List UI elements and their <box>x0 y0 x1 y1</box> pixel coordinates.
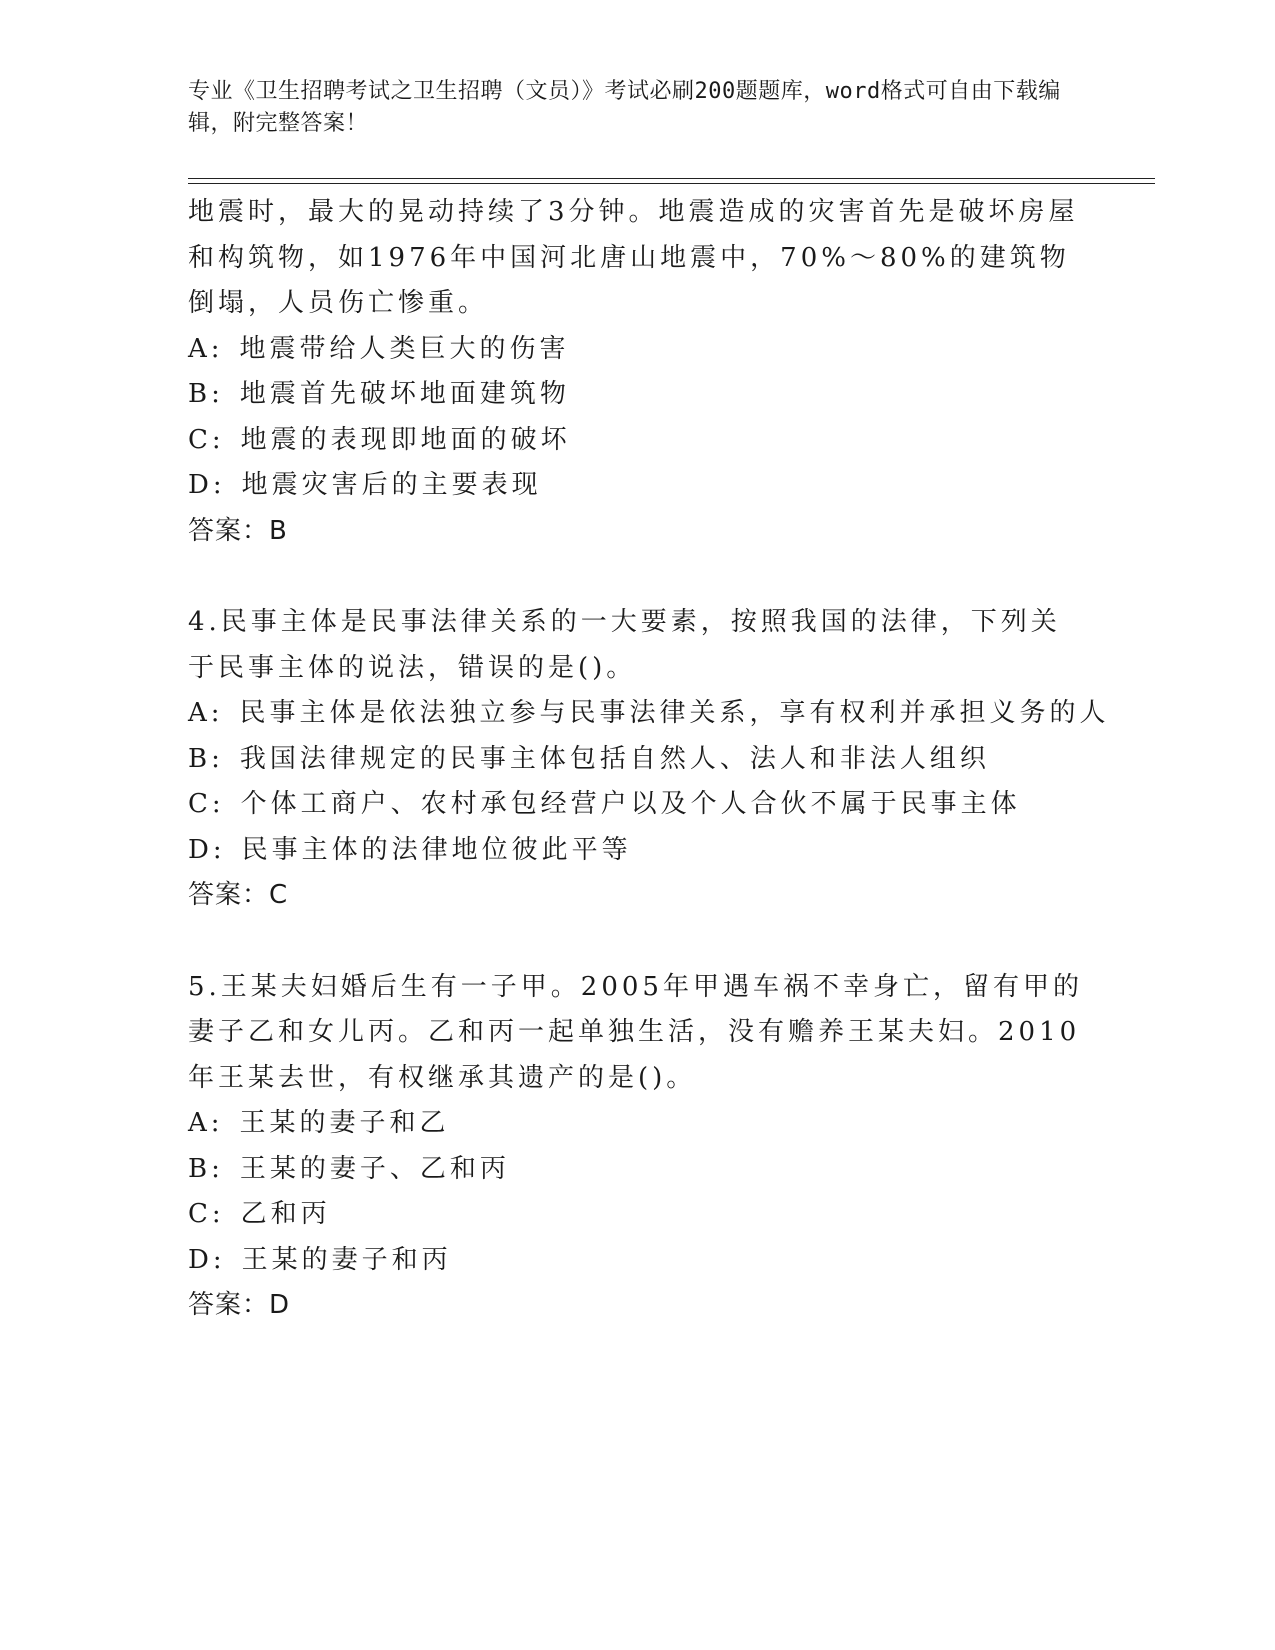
document-header: 专业《卫生招聘考试之卫生招聘（文员）》考试必刷200题题库，word格式可自由下载编辑，附完整答案！ <box>188 79 1061 136</box>
header-rule-top <box>188 178 1155 179</box>
option-b: B: 王某的妻子、乙和丙 <box>188 1153 510 1184</box>
answer: 答案：D <box>188 1290 291 1320</box>
question-block <box>188 190 1088 554</box>
option-a: A: 民事主体是依法独立参与民事法律关系，享有权利并承担义务的人 <box>188 698 1110 728</box>
document-body <box>188 190 1110 1329</box>
header-rule-bottom <box>188 183 1155 184</box>
question-block <box>188 600 1110 919</box>
option-b: B: 地震首先破坏地面建筑物 <box>188 379 570 409</box>
answer: 答案：C <box>188 880 289 910</box>
answer: 答案：B <box>188 515 288 546</box>
question-stem: 地震时，最大的晃动持续了3分钟。地震造成的灾害首先是破坏房屋和构筑物，如1976年中国河北唐山地震中，70%～80%的建筑物倒塌，人员伤亡惨重。 <box>188 197 1079 318</box>
question-stem: 5.王某夫妇婚后生有一子甲。2005年甲遇车祸不幸身亡，留有甲的妻子乙和女儿丙。乙和丙一起单独生活，没有赡养王某夫妇。2010年王某去世，有权继承其遗产的是()。 <box>188 971 1083 1093</box>
question-block <box>188 965 1088 1329</box>
option-d: D: 王某的妻子和丙 <box>188 1244 452 1275</box>
option-d: D: 民事主体的法律地位彼此平等 <box>188 834 632 865</box>
option-b: B: 我国法律规定的民事主体包括自然人、法人和非法人组织 <box>188 743 990 774</box>
option-a: A: 地震带给人类巨大的伤害 <box>188 333 570 364</box>
option-d: D: 地震灾害后的主要表现 <box>188 470 542 500</box>
option-c: C: 个体工商户、农村承包经营户以及个人合伙不属于民事主体 <box>188 789 1021 819</box>
question-stem: 4.民事主体是民事法律关系的一大要素，按照我国的法律，下列关于民事主体的说法，错误的是()。 <box>188 607 1061 683</box>
option-c: C: 乙和丙 <box>188 1199 331 1229</box>
option-c: C: 地震的表现即地面的破坏 <box>188 424 571 455</box>
option-a: A: 王某的妻子和乙 <box>188 1108 450 1138</box>
